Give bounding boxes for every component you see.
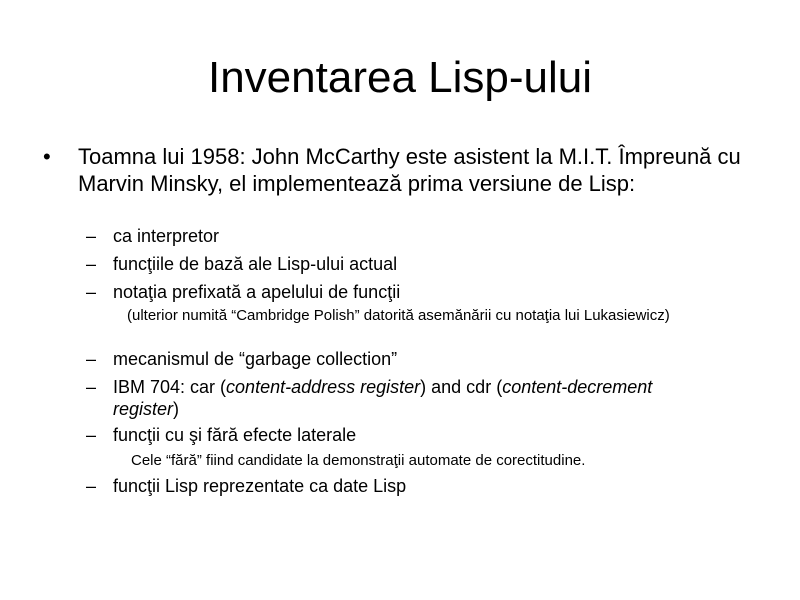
- note-cambridge-polish: [127, 306, 739, 325]
- subitem-garbage-collection: mecanismul de “garbage collection”: [113, 349, 398, 369]
- ibm-cdr-expansion: content-decrement register: [113, 377, 653, 419]
- slide-title: Inventarea Lisp-ului: [207, 53, 592, 102]
- dash-icon: –: [86, 282, 97, 302]
- subitem-lisp-data: funcţii Lisp reprezentate ca date Lisp: [113, 476, 407, 496]
- dash-icon: –: [86, 226, 97, 246]
- ibm-text-suffix: ): [173, 399, 180, 419]
- subitem-interpreter: ca interpretor: [113, 226, 220, 246]
- subitem-basic-functions: funcţiile de bază ale Lisp-ului actual: [113, 254, 398, 274]
- dash-icon: –: [86, 425, 97, 445]
- dash-icon: –: [86, 349, 97, 369]
- note-cambridge-polish-text: (ulterior numită “Cambridge Polish” datorită asemănării cu notaţia lui Lukasiewicz): [127, 307, 670, 324]
- subitem-ibm-704: [113, 376, 693, 420]
- dash-icon: –: [86, 254, 97, 274]
- dash-icon: –: [86, 476, 97, 496]
- subitem-prefix-notation: notaţia prefixată a apelului de funcţii: [113, 282, 401, 302]
- ibm-text-mid: ) and cdr (: [420, 377, 503, 397]
- ibm-car-expansion: content-address register: [226, 377, 421, 397]
- ibm-text-prefix: IBM 704: car (: [113, 377, 227, 397]
- bullet-icon: •: [43, 144, 51, 169]
- main-point-text: Toamna lui 1958: John McCarthy este asistent la M.I.T. Împreună cu Marvin Minsky, el implementează prima versiune de Lisp:: [78, 144, 741, 196]
- subitem-side-effects: funcţii cu şi fără efecte laterale: [113, 425, 357, 445]
- dash-icon: –: [86, 377, 97, 397]
- note-correctness-proofs: Cele “fără” fiind candidate la demonstraţii automate de corectitudine.: [131, 452, 586, 469]
